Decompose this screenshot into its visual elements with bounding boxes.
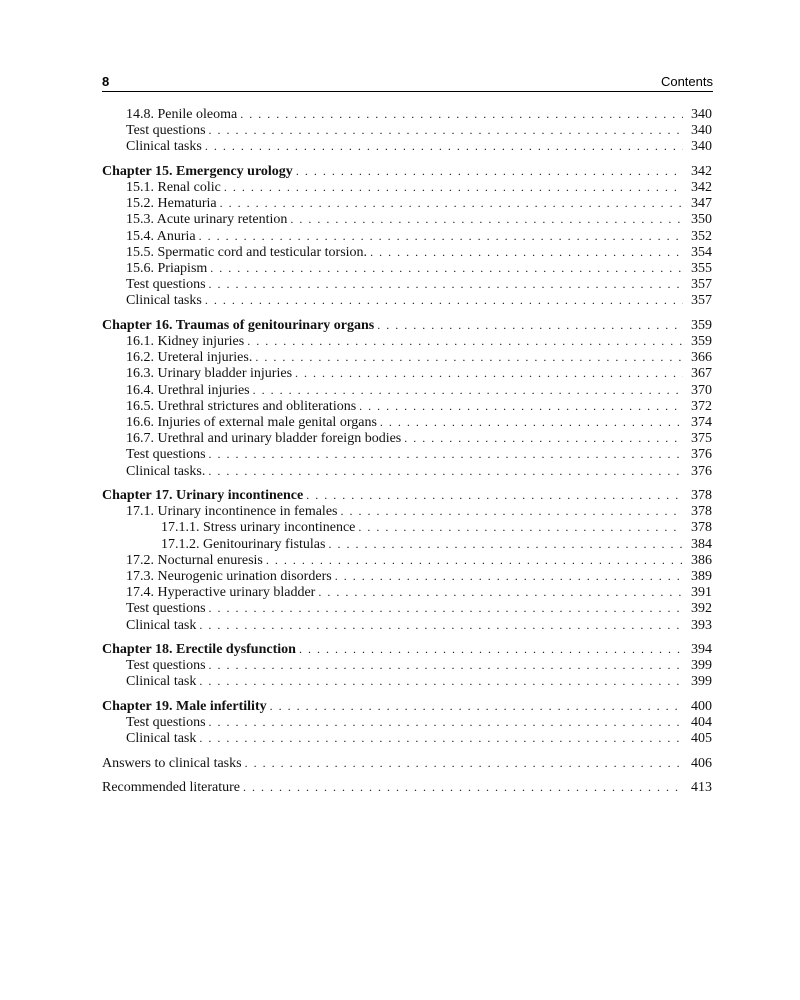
toc-page-number: 355 xyxy=(691,260,712,276)
dot-leader xyxy=(205,292,683,308)
toc-page-number: 394 xyxy=(691,642,712,657)
toc-entry-title xyxy=(102,642,296,657)
toc-entry[interactable] xyxy=(102,122,712,138)
dot-leader xyxy=(240,106,683,122)
toc-entry[interactable] xyxy=(102,600,712,616)
dot-leader xyxy=(306,487,683,503)
toc-page-number: 389 xyxy=(691,568,712,584)
toc-page-number: 375 xyxy=(691,431,712,447)
dot-leader xyxy=(255,349,683,365)
dot-leader xyxy=(208,463,683,479)
chapter-number: Chapter 17. xyxy=(102,488,173,504)
toc-page-number: 354 xyxy=(691,244,712,260)
chapter-title: Male infertility xyxy=(176,698,267,714)
dot-leader xyxy=(199,730,683,746)
toc-page-number: 378 xyxy=(691,520,712,536)
toc-entry[interactable] xyxy=(102,333,712,349)
toc-chapter-entry[interactable] xyxy=(102,698,712,714)
dot-leader xyxy=(266,552,683,568)
toc-entry-title: 17.1.1. Stress urinary incontinence xyxy=(161,520,356,536)
toc-entry[interactable] xyxy=(102,414,712,430)
toc-page-number: 347 xyxy=(691,196,712,212)
toc-page-number: 399 xyxy=(691,674,712,690)
toc-page-number: 376 xyxy=(691,447,712,463)
toc-entry[interactable] xyxy=(102,552,712,568)
toc-entry-title: 16.5. Urethral strictures and obliterations xyxy=(126,398,357,414)
toc-entry-title: Test questions xyxy=(126,601,206,617)
dot-leader xyxy=(358,519,683,535)
toc-page-number: 378 xyxy=(691,504,712,520)
toc-entry[interactable] xyxy=(102,228,712,244)
toc-entry-title: 17.3. Neurogenic urination disorders xyxy=(126,568,332,584)
toc-page-number: 359 xyxy=(691,334,712,350)
dot-leader xyxy=(377,317,683,333)
toc-entry-title: 17.4. Hyperactive urinary bladder xyxy=(126,585,316,601)
dot-leader xyxy=(318,584,683,600)
toc-page-number: 340 xyxy=(691,123,712,139)
toc-page-number: 393 xyxy=(691,617,712,633)
dot-leader xyxy=(209,714,683,730)
toc-entry[interactable] xyxy=(102,673,712,689)
toc-entry[interactable] xyxy=(102,430,712,446)
dot-leader xyxy=(209,276,683,292)
toc-entry-title: 16.4. Urethral injuries xyxy=(126,382,250,398)
toc-entry[interactable] xyxy=(102,730,712,746)
toc-entry[interactable] xyxy=(102,260,712,276)
toc-entry[interactable] xyxy=(102,398,712,414)
toc-page-number: 342 xyxy=(691,180,712,196)
toc-entry-title: 15.3. Acute urinary retention xyxy=(126,212,288,228)
dot-leader xyxy=(370,244,683,260)
dot-leader xyxy=(290,211,683,227)
toc-page-number: 340 xyxy=(691,139,712,155)
toc-entry-title: Clinical task xyxy=(126,617,197,633)
dot-leader xyxy=(340,503,683,519)
toc-page-number: 391 xyxy=(691,585,712,601)
toc-page-number: 372 xyxy=(691,398,712,414)
toc-page-number: 405 xyxy=(691,731,712,747)
toc-entry-title: 15.6. Priapism xyxy=(126,260,208,276)
dot-leader xyxy=(199,673,683,689)
dot-leader xyxy=(199,617,683,633)
toc-entry-title xyxy=(102,318,374,333)
toc-page-number: 406 xyxy=(691,755,712,771)
toc-entry[interactable] xyxy=(102,657,712,673)
chapter-title: Urinary incontinence xyxy=(176,488,304,504)
chapter-title: Emergency urology xyxy=(176,163,293,179)
chapter-number: Chapter 16. xyxy=(102,317,173,333)
dot-leader xyxy=(253,382,683,398)
toc-chapter-entry[interactable] xyxy=(102,641,712,657)
dot-leader xyxy=(209,657,683,673)
toc-entry-title: Clinical tasks. xyxy=(126,463,206,479)
toc-entry-title: Test questions xyxy=(126,277,206,293)
toc-entry-title: 16.2. Ureteral injuries. xyxy=(126,350,253,366)
toc-page-number: 350 xyxy=(691,212,712,228)
toc-entry-title: Clinical tasks xyxy=(126,139,202,155)
toc-entry-title: Clinical task xyxy=(126,731,197,747)
dot-leader xyxy=(209,446,683,462)
dot-leader xyxy=(270,698,683,714)
toc-entry-title: 17.1.2. Genitourinary fistulas xyxy=(161,536,326,552)
chapter-number: Chapter 18. xyxy=(102,642,173,657)
dot-leader xyxy=(210,260,683,276)
toc-entry[interactable] xyxy=(102,106,712,122)
toc-chapter-entry[interactable] xyxy=(102,163,712,179)
toc-entry[interactable] xyxy=(102,349,712,365)
dot-leader xyxy=(199,228,683,244)
toc-entry-title: 16.7. Urethral and urinary bladder foreign bodies xyxy=(126,431,402,447)
toc-entry[interactable] xyxy=(102,292,712,308)
toc-entry-title: 16.6. Injuries of external male genital organs xyxy=(126,414,377,430)
toc-section-entry[interactable] xyxy=(102,755,712,771)
toc-page-number: 357 xyxy=(691,277,712,293)
dot-leader xyxy=(247,333,683,349)
toc-page-number: 359 xyxy=(691,317,712,333)
toc-entry[interactable] xyxy=(102,568,712,584)
toc-entry[interactable] xyxy=(102,179,712,195)
toc-page-number: 386 xyxy=(691,552,712,568)
toc-entry[interactable] xyxy=(102,138,712,154)
toc-entry[interactable] xyxy=(102,365,712,381)
dot-leader xyxy=(359,398,683,414)
dot-leader xyxy=(335,568,683,584)
toc-entry-title xyxy=(102,164,293,179)
toc-page-number: 370 xyxy=(691,382,712,398)
toc-page-number: 384 xyxy=(691,536,712,552)
toc-entry-title: 17.1. Urinary incontinence in females xyxy=(126,504,338,520)
dot-leader xyxy=(224,179,683,195)
dot-leader xyxy=(220,195,683,211)
toc-entry[interactable] xyxy=(102,536,712,552)
toc-page-number: 367 xyxy=(691,366,712,382)
toc-page-number: 376 xyxy=(691,463,712,479)
chapter-title: Traumas of genitourinary organs xyxy=(175,317,375,333)
toc-entry-title: 16.1. Kidney injuries xyxy=(126,334,245,350)
toc-entry-title xyxy=(102,699,267,714)
chapter-title: Erectile dysfunction xyxy=(176,642,296,657)
dot-leader xyxy=(245,755,683,771)
toc-chapter-entry[interactable] xyxy=(102,487,712,503)
toc-entry-title: 16.3. Urinary bladder injuries xyxy=(126,366,293,382)
toc-entry-title xyxy=(102,488,303,503)
dot-leader xyxy=(296,163,683,179)
dot-leader xyxy=(295,365,683,381)
toc-entry[interactable] xyxy=(102,519,712,535)
toc-entry-title: Test questions xyxy=(126,715,206,731)
toc-page-number: 378 xyxy=(691,488,712,504)
toc-page-number: 374 xyxy=(691,414,712,430)
toc-chapter-entry[interactable] xyxy=(102,317,712,333)
toc-entry-title: 15.2. Hematuria xyxy=(126,196,217,212)
toc-entry[interactable] xyxy=(102,446,712,462)
toc-page-number: 404 xyxy=(691,715,712,731)
table-of-contents xyxy=(102,106,712,795)
toc-entry-title: 14.8. Penile oleoma xyxy=(126,107,238,122)
toc-entry[interactable] xyxy=(102,617,712,633)
toc-entry-title: Test questions xyxy=(126,447,206,463)
toc-entry-title: Test questions xyxy=(126,123,206,139)
toc-entry-title: 17.2. Nocturnal enuresis xyxy=(126,552,263,568)
dot-leader xyxy=(209,600,683,616)
toc-entry[interactable] xyxy=(102,382,712,398)
toc-entry[interactable] xyxy=(102,195,712,211)
toc-page-number: 392 xyxy=(691,601,712,617)
dot-leader xyxy=(205,138,683,154)
toc-page-number: 357 xyxy=(691,293,712,309)
toc-page-number: 413 xyxy=(691,780,712,796)
dot-leader xyxy=(243,779,683,795)
toc-entry-title: 15.4. Anuria xyxy=(126,228,196,244)
toc-page-number: 366 xyxy=(691,350,712,366)
page-header xyxy=(102,73,713,92)
toc-entry[interactable] xyxy=(102,714,712,730)
dot-leader xyxy=(404,430,683,446)
toc-entry-title: Answers to clinical tasks xyxy=(102,755,242,771)
toc-entry[interactable] xyxy=(102,276,712,292)
toc-entry[interactable] xyxy=(102,584,712,600)
chapter-number: Chapter 15. xyxy=(102,163,173,179)
toc-entry-title: Clinical tasks xyxy=(126,293,202,309)
toc-page-number: 400 xyxy=(691,698,712,714)
toc-entry[interactable] xyxy=(102,244,712,260)
toc-entry-title: 15.5. Spermatic cord and testicular torsion. xyxy=(126,244,368,260)
toc-page-number: 399 xyxy=(691,658,712,674)
dot-leader xyxy=(299,641,683,657)
chapter-number: Chapter 19. xyxy=(102,698,173,714)
page-number: 8 xyxy=(102,74,110,89)
toc-entry-title: Test questions xyxy=(126,658,206,674)
dot-leader xyxy=(328,536,683,552)
toc-entry[interactable] xyxy=(102,463,712,479)
running-title: Contents xyxy=(660,74,713,89)
toc-section-entry[interactable] xyxy=(102,779,712,795)
toc-entry-title: Clinical task xyxy=(126,674,197,690)
toc-entry-title: 15.1. Renal colic xyxy=(126,180,221,196)
toc-entry[interactable] xyxy=(102,503,712,519)
toc-page-number: 340 xyxy=(691,107,712,122)
toc-page-number: 352 xyxy=(691,228,712,244)
toc-page-number: 342 xyxy=(691,163,712,179)
dot-leader xyxy=(209,122,683,138)
dot-leader xyxy=(380,414,683,430)
toc-entry[interactable] xyxy=(102,211,712,227)
toc-entry-title: Recommended literature xyxy=(102,780,240,796)
